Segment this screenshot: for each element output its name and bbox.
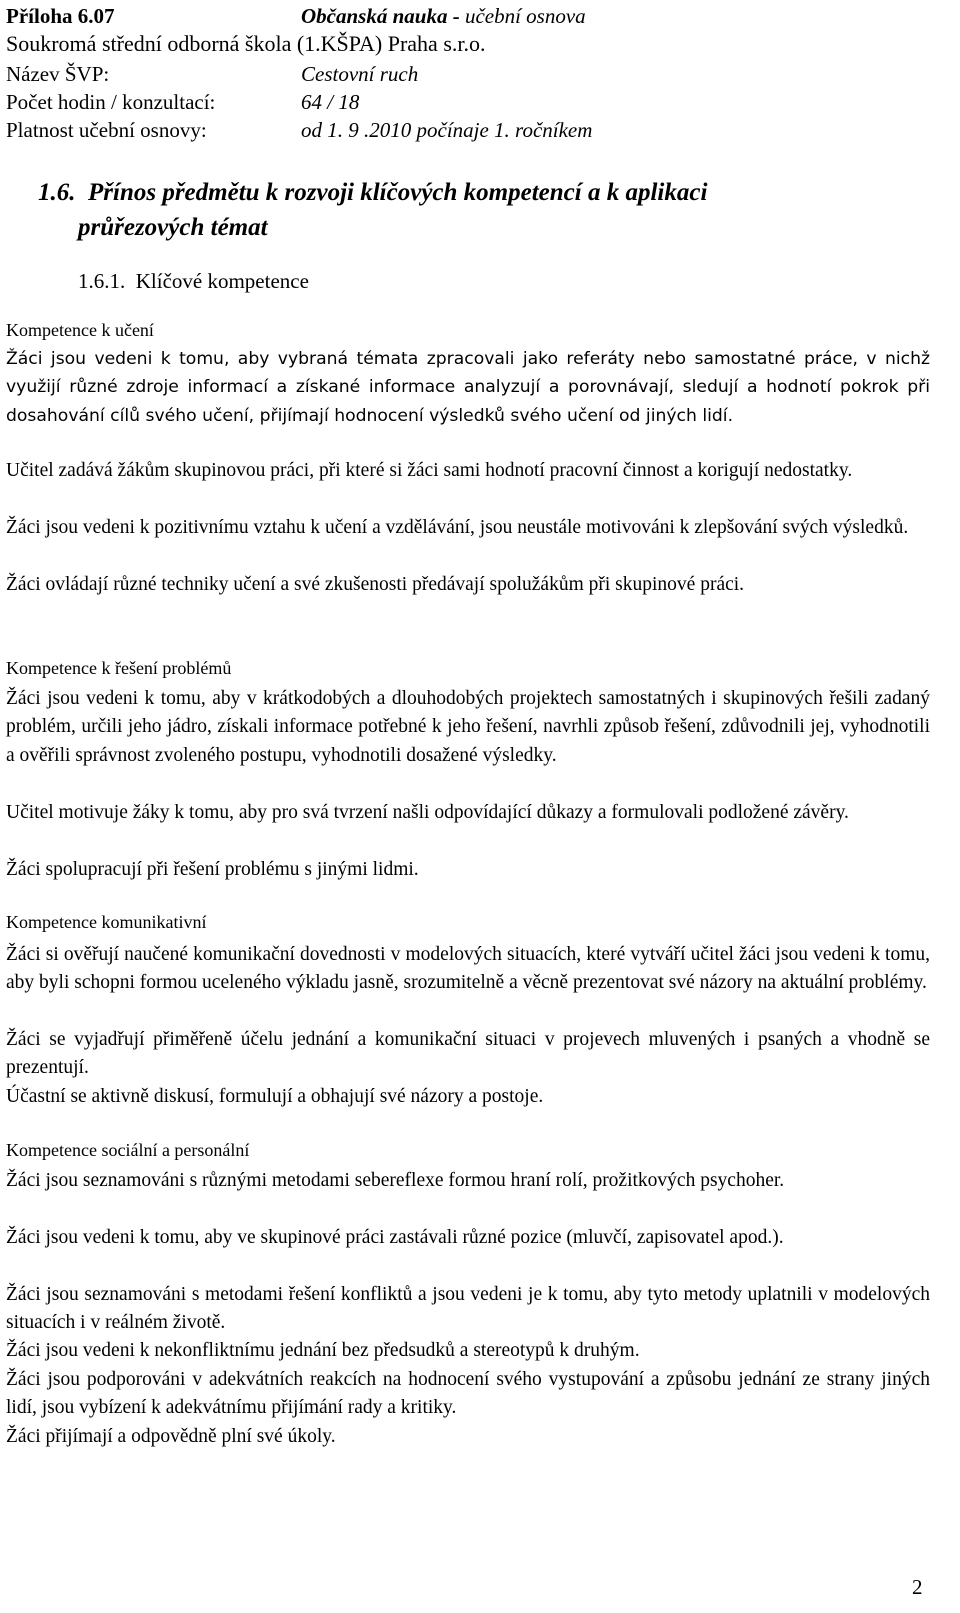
problems-para-1: Žáci jsou vedeni k tomu, aby v krátkodobých a dlouhodobých projektech samostatných i skupinových řešili zadaný problém, určili jeho jádro, získali informace potřebné k jeho řešení, navrhli způsob řešení, zdůvodnili jej, vyhodnotili a ověřili správnost zvoleného postupu, vyhodnotili dosažené výsledky. bbox=[6, 688, 930, 766]
social-para-2: Žáci jsou vedeni k tomu, aby ve skupinové práci zastávali různé pozice (mluvčí, zapisovatel apod.). bbox=[6, 1227, 784, 1248]
subheading-title: Klíčové kompetence bbox=[135, 269, 309, 293]
hours-value: 64 / 18 bbox=[301, 90, 360, 114]
learning-para-3: Žáci jsou vedeni k pozitivnímu vztahu k učení a vzdělávání, jsou neustále motivováni k zlepšování svých výsledků. bbox=[6, 517, 909, 538]
school-name: Soukromá střední odborná škola (1.KŠPA) Praha s.r.o. bbox=[6, 31, 486, 56]
social-para-1: Žáci jsou seznamováni s různými metodami sebereflexe formou hraní rolí, prožitkových psychoher. bbox=[6, 1170, 785, 1191]
validity-label: Platnost učební osnovy: bbox=[6, 118, 207, 142]
problems-para-3: Žáci spolupracují při řešení problému s jinými lidmi. bbox=[6, 859, 419, 880]
validity-line bbox=[6, 117, 593, 143]
section-title-communication: Kompetence komunikativní bbox=[6, 912, 207, 932]
heading-number: 1.6. bbox=[38, 179, 76, 206]
problems-para-2: Učitel motivuje žáky k tomu, aby pro svá tvrzení našli odpovídající důkazy a formulovali podložené závěry. bbox=[6, 802, 849, 823]
section-title-social: Kompetence sociální a personální bbox=[6, 1140, 250, 1160]
learning-para-4: Žáci ovládají různé techniky učení a své zkušenosti předávají spolužákům při skupinové práci. bbox=[6, 574, 745, 595]
social-para-4: Žáci jsou vedeni k nekonfliktnímu jednání bez předsudků a stereotypů k druhým. bbox=[6, 1340, 640, 1361]
social-para-6: Žáci přijímají a odpovědně plní své úkoly. bbox=[6, 1426, 336, 1447]
heading-title-line2: průřezových témat bbox=[78, 214, 268, 241]
subject-name: Občanská nauka bbox=[301, 4, 448, 28]
learning-para-1: Žáci jsou vedeni k tomu, aby vybraná témata zpracovali jako referáty nebo samostatné práce, v nichž využijí různé zdroje informací a získané informace analyzují a porovnávají, sledují a hodnotí pokrok při dosahování cílů svého učení, přijímají hodnocení výsledků svého učení od jiných lidí. bbox=[6, 349, 930, 426]
social-para-3: Žáci jsou seznamováni s metodami řešení konfliktů a jsou vedeni je k tomu, aby tyto metody uplatnili v modelových situacích i v reálném životě. bbox=[6, 1284, 930, 1334]
subject-line bbox=[301, 3, 586, 29]
svp-line bbox=[6, 61, 419, 87]
learning-para-2: Učitel zadává žákům skupinovou práci, při které si žáci sami hodnotí pracovní činnost a korigují nedostatky. bbox=[6, 460, 853, 481]
annex-label: Příloha 6.07 bbox=[6, 4, 115, 28]
svp-value: Cestovní ruch bbox=[301, 62, 419, 86]
hours-line bbox=[6, 89, 360, 115]
subject-type: učební osnova bbox=[464, 4, 586, 28]
communication-para-3: Účastní se aktivně diskusí, formulují a obhajují své názory a postoje. bbox=[6, 1086, 544, 1107]
communication-para-2: Žáci se vyjadřují přiměřeně účelu jednání a komunikační situaci v projevech mluvených i psaných a vhodně se prezentují. bbox=[6, 1029, 930, 1079]
section-title-learning: Kompetence k učení bbox=[6, 320, 154, 340]
svp-label: Název ŠVP: bbox=[6, 62, 110, 86]
communication-para-1: Žáci si ověřují naučené komunikační dovednosti v modelových situacích, které vytváří učitel žáci jsou vedeni k tomu, aby byli schopni formou uceleného výkladu jasně, srozumitelně a věcně prezentovat své názory na aktuální problémy. bbox=[6, 944, 930, 994]
subheading-number: 1.6.1. bbox=[78, 269, 126, 293]
social-para-5: Žáci jsou podporováni v adekvátních reakcích na hodnocení svého vystupování a způsobu jednání ze strany jiných lidí, jsou vybízení k adekvátnímu přijímání rady a kritiky. bbox=[6, 1369, 930, 1419]
subject-separator: - bbox=[447, 4, 465, 28]
section-title-problems: Kompetence k řešení problémů bbox=[6, 658, 232, 678]
hours-label: Počet hodin / konzultací: bbox=[6, 90, 216, 114]
subheading bbox=[78, 267, 309, 295]
heading-title-line1: Přínos předmětu k rozvoji klíčových kompetencí a k aplikaci bbox=[88, 179, 708, 206]
main-heading bbox=[38, 177, 707, 209]
page-number: 2 bbox=[912, 1575, 923, 1599]
validity-value: od 1. 9 .2010 počínaje 1. ročníkem bbox=[301, 118, 593, 142]
header-annex-line bbox=[6, 3, 586, 29]
